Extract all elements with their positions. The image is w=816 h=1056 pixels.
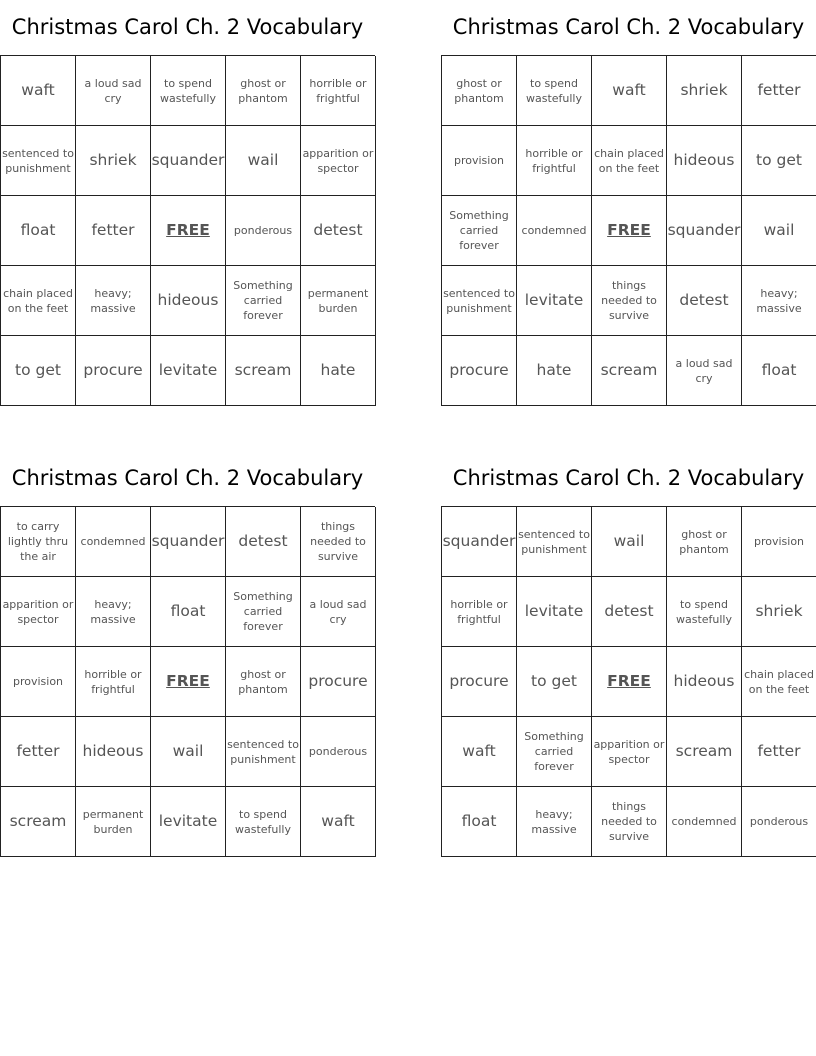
bingo-cell: to get — [742, 126, 816, 196]
bingo-cell: to spend wastefully — [517, 56, 592, 126]
bingo-cell: condemned — [76, 507, 151, 577]
bingo-cell: provision — [442, 126, 517, 196]
card-title: Christmas Carol Ch. 2 Vocabulary — [452, 466, 805, 490]
bingo-cell: to spend wastefully — [667, 577, 742, 647]
bingo-grid — [441, 55, 816, 406]
bingo-cell: heavy; massive — [742, 266, 816, 336]
bingo-cell: ghost or phantom — [226, 56, 301, 126]
bingo-cell: detest — [592, 577, 667, 647]
bingo-cell: squander — [151, 507, 226, 577]
bingo-cell: levitate — [517, 577, 592, 647]
bingo-cell: things needed to survive — [592, 787, 667, 857]
bingo-cell: float — [742, 336, 816, 406]
bingo-grid — [441, 506, 816, 857]
bingo-cell: squander — [667, 196, 742, 266]
bingo-cell: sentenced to punishment — [1, 126, 76, 196]
bingo-cell: provision — [742, 507, 816, 577]
bingo-cell: waft — [442, 717, 517, 787]
bingo-cell: shriek — [76, 126, 151, 196]
bingo-cell: Something carried forever — [442, 196, 517, 266]
bingo-cell: apparition or spector — [1, 577, 76, 647]
bingo-cell: fetter — [76, 196, 151, 266]
bingo-cell: scream — [1, 787, 76, 857]
bingo-cell: sentenced to punishment — [442, 266, 517, 336]
free-space: FREE — [151, 647, 226, 717]
bingo-cell: permanent burden — [76, 787, 151, 857]
card-title: Christmas Carol Ch. 2 Vocabulary — [11, 15, 364, 39]
bingo-cell: sentenced to punishment — [226, 717, 301, 787]
bingo-cell: heavy; massive — [517, 787, 592, 857]
bingo-cell: things needed to survive — [301, 507, 376, 577]
bingo-cell: squander — [442, 507, 517, 577]
bingo-cell: detest — [667, 266, 742, 336]
bingo-cell: condemned — [667, 787, 742, 857]
bingo-cell: hideous — [667, 126, 742, 196]
bingo-cell: horrible or frightful — [301, 56, 376, 126]
bingo-cell: procure — [301, 647, 376, 717]
bingo-cell: to get — [517, 647, 592, 717]
bingo-cell: waft — [592, 56, 667, 126]
bingo-card — [441, 451, 816, 857]
bingo-cell: waft — [301, 787, 376, 857]
bingo-cell: provision — [1, 647, 76, 717]
bingo-card — [0, 451, 375, 857]
bingo-cell: permanent burden — [301, 266, 376, 336]
bingo-cell: hate — [517, 336, 592, 406]
bingo-cell: Something carried forever — [226, 577, 301, 647]
bingo-cell: scream — [226, 336, 301, 406]
bingo-cell: hideous — [151, 266, 226, 336]
bingo-cell: squander — [151, 126, 226, 196]
bingo-cell: chain placed on the feet — [592, 126, 667, 196]
bingo-cell: hate — [301, 336, 376, 406]
bingo-grid — [0, 55, 375, 406]
bingo-cell: procure — [76, 336, 151, 406]
bingo-cell: detest — [226, 507, 301, 577]
bingo-card — [0, 0, 375, 406]
bingo-cell: levitate — [151, 336, 226, 406]
bingo-cell: wail — [226, 126, 301, 196]
bingo-cell: shriek — [667, 56, 742, 126]
bingo-cell: things needed to survive — [592, 266, 667, 336]
bingo-cell: shriek — [742, 577, 816, 647]
free-space: FREE — [151, 196, 226, 266]
bingo-cell: heavy; massive — [76, 266, 151, 336]
bingo-cell: horrible or frightful — [517, 126, 592, 196]
bingo-cell: a loud sad cry — [76, 56, 151, 126]
bingo-cell: sentenced to punishment — [517, 507, 592, 577]
bingo-cell: procure — [442, 647, 517, 717]
bingo-cell: chain placed on the feet — [1, 266, 76, 336]
bingo-cell: ghost or phantom — [442, 56, 517, 126]
bingo-cell: float — [151, 577, 226, 647]
bingo-card — [441, 0, 816, 406]
card-title: Christmas Carol Ch. 2 Vocabulary — [11, 466, 364, 490]
bingo-cell: ponderous — [226, 196, 301, 266]
bingo-grid — [0, 506, 375, 857]
bingo-cell: ghost or phantom — [226, 647, 301, 717]
bingo-cell: procure — [442, 336, 517, 406]
bingo-cell: condemned — [517, 196, 592, 266]
bingo-cell: a loud sad cry — [667, 336, 742, 406]
bingo-cell: Something carried forever — [517, 717, 592, 787]
bingo-cell: float — [1, 196, 76, 266]
bingo-cell: levitate — [517, 266, 592, 336]
bingo-cell: apparition or spector — [301, 126, 376, 196]
free-space: FREE — [592, 196, 667, 266]
bingo-cell: to get — [1, 336, 76, 406]
bingo-cell: fetter — [1, 717, 76, 787]
bingo-cell: detest — [301, 196, 376, 266]
bingo-cell: scream — [667, 717, 742, 787]
bingo-cell: to spend wastefully — [151, 56, 226, 126]
bingo-cell: fetter — [742, 56, 816, 126]
bingo-cell: wail — [151, 717, 226, 787]
bingo-cell: float — [442, 787, 517, 857]
bingo-cell: Something carried forever — [226, 266, 301, 336]
card-title: Christmas Carol Ch. 2 Vocabulary — [452, 15, 805, 39]
bingo-cell: wail — [592, 507, 667, 577]
bingo-cell: a loud sad cry — [301, 577, 376, 647]
bingo-cell: to carry lightly thru the air — [1, 507, 76, 577]
bingo-cell: heavy; massive — [76, 577, 151, 647]
bingo-cell: fetter — [742, 717, 816, 787]
bingo-cell: levitate — [151, 787, 226, 857]
bingo-cell: waft — [1, 56, 76, 126]
bingo-cell: scream — [592, 336, 667, 406]
bingo-cell: ghost or phantom — [667, 507, 742, 577]
bingo-cell: horrible or frightful — [76, 647, 151, 717]
free-space: FREE — [592, 647, 667, 717]
bingo-cell: ponderous — [301, 717, 376, 787]
bingo-cell: ponderous — [742, 787, 816, 857]
bingo-cell: apparition or spector — [592, 717, 667, 787]
bingo-cell: hideous — [76, 717, 151, 787]
bingo-cell: wail — [742, 196, 816, 266]
bingo-cell: to spend wastefully — [226, 787, 301, 857]
bingo-cell: horrible or frightful — [442, 577, 517, 647]
bingo-cell: chain placed on the feet — [742, 647, 816, 717]
bingo-cell: hideous — [667, 647, 742, 717]
